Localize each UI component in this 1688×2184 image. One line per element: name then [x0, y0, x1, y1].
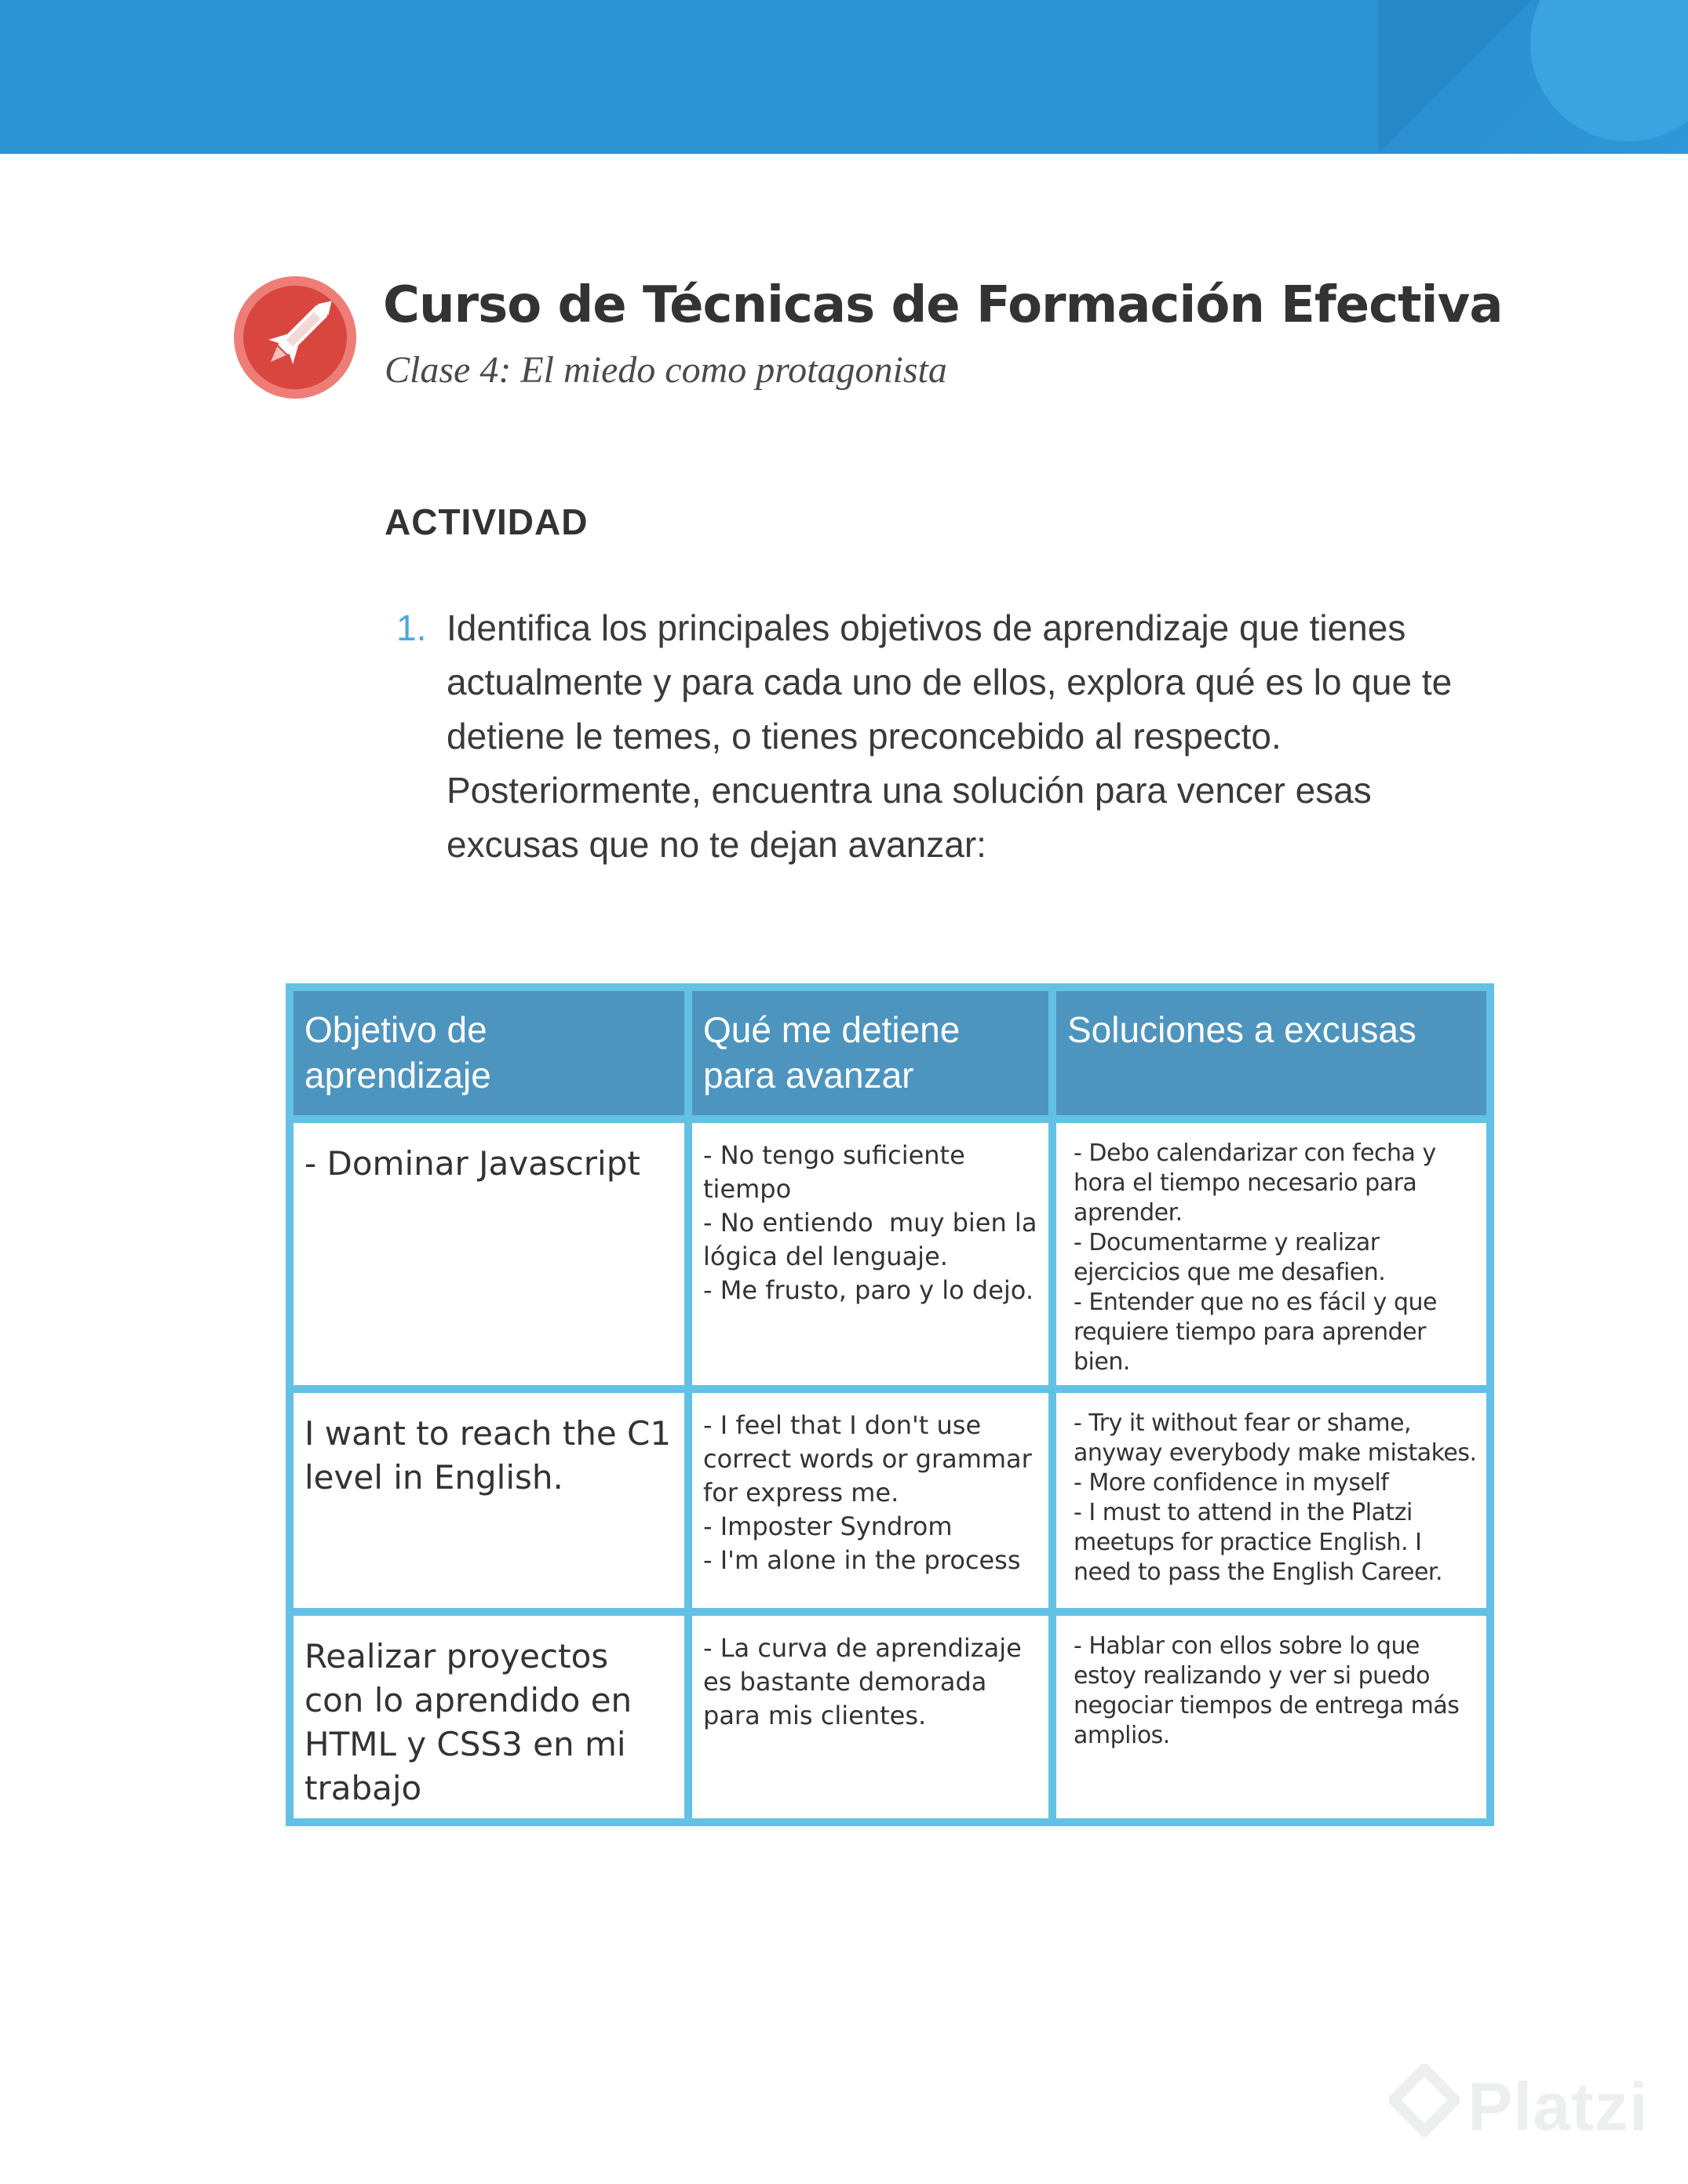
instruction-list-item: [396, 601, 1495, 872]
obstacle-cell: [692, 1123, 1048, 1385]
platzi-logo-icon: [1389, 2064, 1460, 2142]
list-number: 1.: [396, 607, 427, 648]
course-title: Curso de Técnicas de Formación Efectiva: [383, 276, 1503, 334]
cell-line: - Debo calendarizar con fecha y hora el tiempo necesario para aprender.: [1074, 1139, 1443, 1227]
top-banner: [0, 0, 1688, 154]
section-heading: ACTIVIDAD: [385, 501, 589, 542]
cell-line: - No tengo suficiente tiempo: [703, 1140, 973, 1204]
cell-line: - I feel that I don't use correct words or grammar for express me.: [703, 1410, 1040, 1508]
cell-line: - I'm alone in the process: [703, 1545, 1021, 1575]
header-obstacle: Qué me detiene para avanzar: [692, 991, 1048, 1115]
cell-line: - I must to attend in the Platzi meetups for practice English. I need to pass the English Career.: [1074, 1499, 1443, 1586]
table-row: [293, 1393, 1486, 1608]
goal-cell: - Dominar Javascript: [293, 1123, 684, 1385]
cell-line: - Hablar con ellos sobre lo que estoy realizando y ver si puedo negociar tiempos de entrega más amplios.: [1074, 1632, 1467, 1749]
class-subtitle: Clase 4: El miedo como protagonista: [385, 349, 947, 391]
table-row: [293, 1123, 1486, 1385]
activity-table: [286, 983, 1494, 1826]
cell-line: - Me frusto, paro y lo dejo.: [703, 1275, 1034, 1305]
header-goal: Objetivo de aprendizaje: [293, 991, 684, 1115]
watermark-text: Platzi: [1467, 2069, 1649, 2145]
goal-cell: I want to reach the C1 level in English.: [293, 1393, 684, 1608]
cell-line: - Imposter Syndrom: [703, 1511, 953, 1541]
cell-line: - Try it without fear or shame, anyway everybody make mistakes.: [1074, 1409, 1477, 1467]
instruction-text: Identifica los principales objetivos de aprendizaje que tienes actualmente y para cada uno de ellos, explora qué es lo que te detiene le temes, o tienes preconcebido al respecto. Posteriormente, encuentra una solución para vencer esas excusas que no te dejan avanzar:: [447, 607, 1453, 865]
rocket-pencil-icon: [232, 275, 358, 400]
solution-cell: [1056, 1616, 1486, 1818]
obstacle-cell: [692, 1393, 1048, 1608]
cell-line: - La curva de aprendizaje es bastante demorada para mis clientes.: [703, 1633, 1030, 1730]
cell-line: - Entender que no es fácil y que requiere tiempo para aprender bien.: [1074, 1289, 1445, 1376]
banner-decoration-triangle: [1378, 0, 1532, 154]
platzi-watermark: [1389, 2064, 1672, 2145]
solution-cell: [1056, 1123, 1486, 1385]
table-row: [293, 1616, 1486, 1818]
cell-line: - Documentarme y realizar ejercicios que me desafien.: [1074, 1229, 1387, 1286]
solution-cell: [1056, 1393, 1486, 1608]
header-solution: Soluciones a excusas: [1056, 991, 1486, 1115]
obstacle-cell: [692, 1616, 1048, 1818]
cell-line: - More confidence in myself: [1074, 1469, 1389, 1497]
goal-cell: Realizar proyectos con lo aprendido en HTML y CSS3 en mi trabajo: [293, 1616, 684, 1818]
cell-line: - No entiendo muy bien la lógica del lenguaje.: [703, 1208, 1045, 1271]
